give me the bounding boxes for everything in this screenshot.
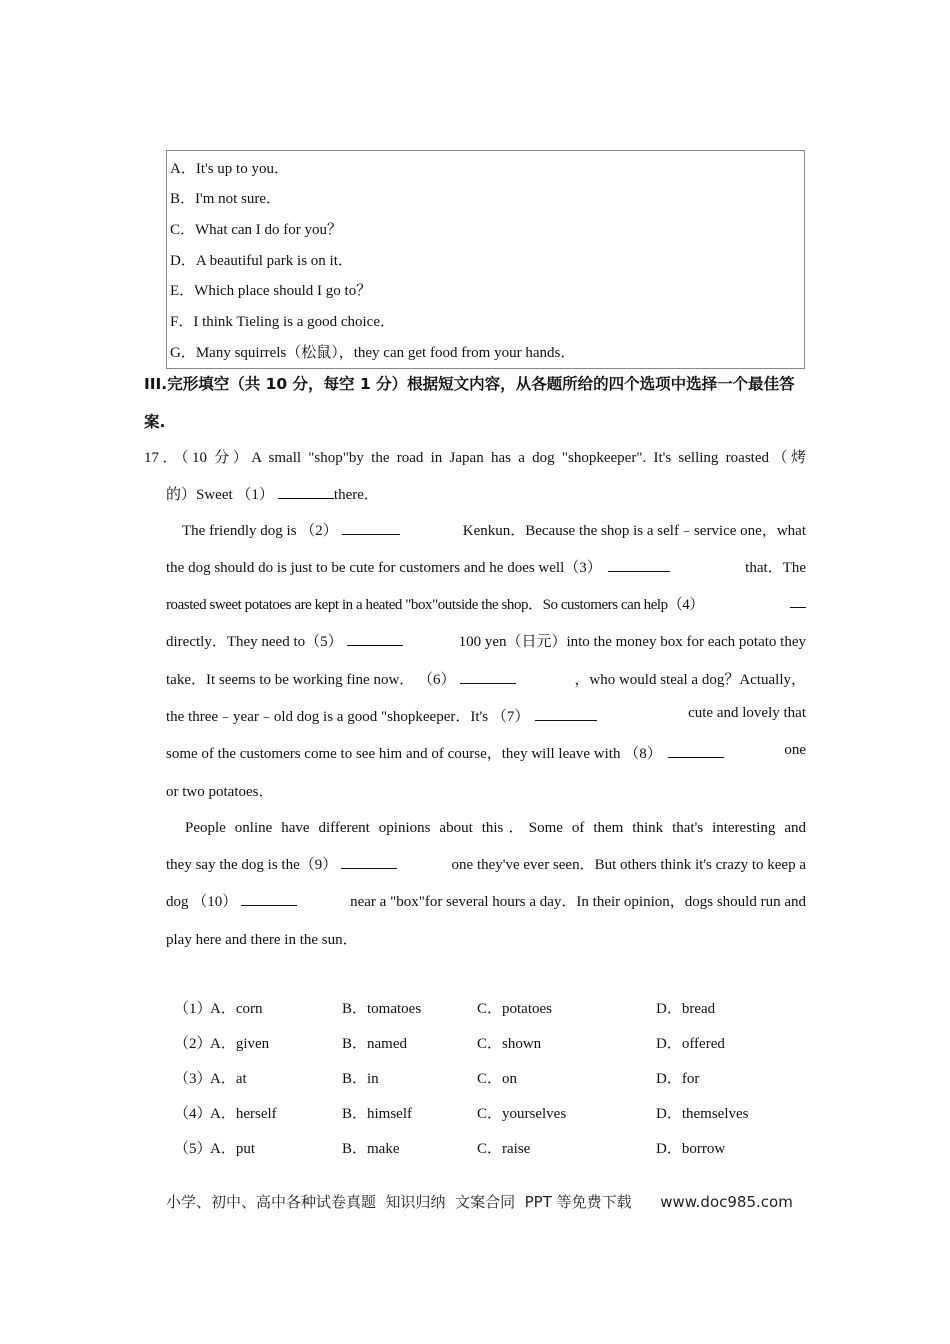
question-number: （2） bbox=[174, 1036, 212, 1052]
passage-line: roasted sweet potatoes are kept in a heated "box"outside the shop．So customers can help（4） bbox=[166, 593, 806, 614]
passage-line: they say the dog is the（9） one they've ever seen．But others think it's crazy to keep a bbox=[166, 853, 806, 874]
question-number: （4） bbox=[174, 1106, 212, 1122]
blank-8 bbox=[668, 743, 724, 758]
section-heading: III.完形填空（共 10 分，每空 1 分）根据短文内容，从各题所给的四个选项中选择一个最佳答案. bbox=[144, 375, 795, 431]
passage-line: People online have different opinions about this．Some of them think that's interesting and bbox=[185, 820, 806, 836]
choice-b: B．himself bbox=[342, 1106, 412, 1122]
blank-10 bbox=[241, 891, 297, 906]
options-box bbox=[166, 150, 805, 369]
passage-line: the dog should do is just to be cute for customers and he does well（3） that．The bbox=[166, 556, 806, 577]
option-a: A．It's up to you． bbox=[170, 161, 289, 177]
choice-d: D．offered bbox=[656, 1036, 725, 1052]
passage-line: The friendly dog is （2） Kenkun．Because the shop is a self﹣service one，what bbox=[182, 519, 806, 540]
choice-c: C．raise bbox=[477, 1141, 531, 1157]
option-b: B．I'm not sure． bbox=[170, 191, 282, 207]
passage-line: the three﹣year﹣old dog is a good "shopkeeper．It's （7） cute and lovely that bbox=[166, 705, 806, 725]
blank-9 bbox=[341, 854, 397, 869]
blank-1 bbox=[278, 484, 334, 499]
blank-6 bbox=[460, 669, 516, 684]
question-number: （5） bbox=[174, 1141, 212, 1157]
page-footer: 小学、初中、高中各种试卷真题 知识归纳 文案合同 PPT 等免费下载 www.doc985.com bbox=[166, 1193, 793, 1211]
blank-3 bbox=[608, 557, 670, 572]
passage-line: play here and there in the sun． bbox=[166, 932, 358, 948]
choice-c: C．yourselves bbox=[477, 1106, 567, 1122]
choice-d: D．borrow bbox=[656, 1141, 726, 1157]
option-g: G．Many squirrels（松鼠），they can get food from your hands． bbox=[170, 345, 576, 361]
choice-a: A．put bbox=[210, 1141, 256, 1157]
choice-d: D．for bbox=[656, 1071, 700, 1087]
choice-a: A．at bbox=[210, 1071, 247, 1087]
choice-c: C．shown bbox=[477, 1036, 542, 1052]
choice-b: B．tomatoes bbox=[342, 1001, 422, 1017]
question-number: （1） bbox=[174, 1001, 212, 1017]
choice-a: A．given bbox=[210, 1036, 270, 1052]
choice-b: B．in bbox=[342, 1071, 379, 1087]
choice-b: B．make bbox=[342, 1141, 400, 1157]
choice-c: C．on bbox=[477, 1071, 518, 1087]
passage-line: take．It seems to be working fine now． （6） ，who would steal a dog？Actually， bbox=[166, 668, 806, 689]
question-number: （3） bbox=[174, 1071, 212, 1087]
passage-line: 17．（10 分）A small "shop"by the road in Japan has a dog "shopkeeper". It's selling roasted（烤 bbox=[144, 450, 806, 466]
blank-5 bbox=[347, 631, 403, 646]
passage-line: directly．They need to（5） 100 yen（日元）into the money box for each potato they bbox=[166, 630, 806, 651]
passage-line: some of the customers come to see him and of course，they will leave with （8） one bbox=[166, 742, 806, 762]
blank-2 bbox=[342, 520, 400, 535]
option-d: D．A beautiful park is on it． bbox=[170, 253, 353, 269]
choice-a: A．corn bbox=[210, 1001, 263, 1017]
choice-b: B．named bbox=[342, 1036, 407, 1052]
blank-4 bbox=[790, 593, 806, 608]
option-e: E．Which place should I go to？ bbox=[170, 283, 372, 299]
passage-line: dog （10） near a "box"for several hours a day．In their opinion，dogs should run and bbox=[166, 890, 806, 911]
passage-line: 的）Sweet （1） there． bbox=[166, 483, 379, 504]
passage-line: or two potatoes． bbox=[166, 784, 274, 800]
blank-7 bbox=[535, 706, 597, 721]
option-c: C．What can I do for you？ bbox=[170, 222, 343, 238]
choice-d: D．themselves bbox=[656, 1106, 749, 1122]
choice-d: D．bread bbox=[656, 1001, 716, 1017]
choice-c: C．potatoes bbox=[477, 1001, 552, 1017]
option-f: F．I think Tieling is a good choice． bbox=[170, 314, 396, 330]
choice-a: A．herself bbox=[210, 1106, 277, 1122]
